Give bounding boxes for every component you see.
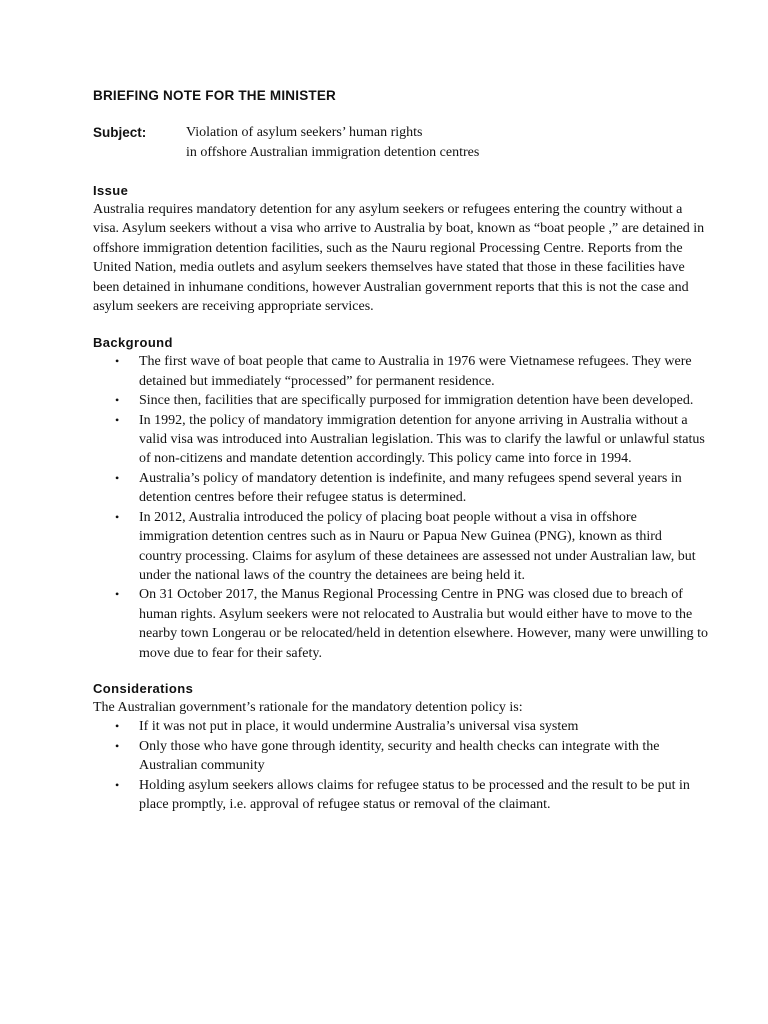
list-item [93,508,708,586]
subject-text [186,123,479,163]
list-item-text: Only those who have gone through identity, security and health checks can integrate with the Australian community [139,738,660,774]
issue-heading: Issue [93,183,129,198]
list-item-text: On 31 October 2017, the Manus Regional Processing Centre in PNG was closed due to breach of human rights. Asylum seekers were not relocated to Australia but would either have to move to the nearby town Longerau or be relocated/held in detention elsewhere. However, many were unwilling to move due to fear for their safety. [139,587,708,661]
list-item [93,585,708,663]
background-heading: Background [93,335,173,351]
list-item [93,737,708,776]
bullet-icon: • [115,719,120,734]
bullet-icon: • [115,777,120,792]
bullet-icon: • [115,354,120,369]
list-item-text: In 2012, Australia introduced the policy of placing boat people without a visa in offshore immigration detention centres such as in Nauru or Papua New Guinea (PNG), known as third country processing. Claims for asylum of these detainees are assessed not under Australian law, but under the national laws of the country the detainees are being held it. [139,509,696,583]
bullet-icon: • [115,393,120,408]
list-item [93,717,708,736]
bullet-icon: • [115,587,120,602]
list-item [93,776,708,815]
bullet-icon: • [115,509,120,524]
bullet-icon: • [115,470,120,485]
considerations-heading: Considerations [93,680,194,696]
subject-line-2: in offshore Australian immigration detention centres [186,145,480,160]
list-item-text: Holding asylum seekers allows claims for refugee status to be processed and the result to be put in place promptly, i.e. approval of refugee status or removal of the claimant. [139,777,690,812]
issue-paragraph: Australia requires mandatory detention for any asylum seekers or refugees entering the country without a visa. Asylum seekers without a visa who arrive to Australia by boat, known as “boat people ,” are detained in offshore immigration detention facilities, such as the Nauru regional Processing Centre. Reports from the United Nation, media outlets and asylum seekers themselves have stated that those in these facilities have been detained in inhumane conditions, however Australian government reports that this is not the case and asylum seekers are receiving appropriate services. [93,202,705,315]
list-item-text: If it was not put in place, it would undermine Australia’s universal visa system [139,719,579,735]
document-title: BRIEFING NOTE FOR THE MINISTER [93,88,337,103]
subject-line-1: Violation of asylum seekers’ human rights [186,125,423,140]
list-item-text: Since then, facilities that are specifically purposed for immigration detention have been developed. [139,393,694,409]
considerations-list [93,717,708,814]
list-item [93,469,708,508]
background-list [93,352,708,663]
list-item [93,352,708,391]
list-item-text: In 1992, the policy of mandatory immigration detention for anyone arriving in Australia without a valid visa was introduced into Australian legislation. This was to clarify the lawful or unlawful status of non-citizens and mandate detention accordingly. This policy came into force in 1994. [139,412,705,467]
bullet-icon: • [115,738,120,753]
subject-row [93,123,708,163]
list-item-text: The first wave of boat people that came to Australia in 1976 were Vietnamese refugees. They were detained but immediately “processed” for permanent residence. [139,354,692,389]
considerations-intro: The Australian government’s rationale for the mandatory detention policy is: [93,699,523,715]
list-item [93,411,708,469]
list-item [93,391,708,410]
bullet-icon: • [115,412,120,427]
subject-label: Subject: [93,125,147,140]
list-item-text: Australia’s policy of mandatory detention is indefinite, and many refugees spend several years in detention centres before their refugee status is determined. [139,470,682,506]
